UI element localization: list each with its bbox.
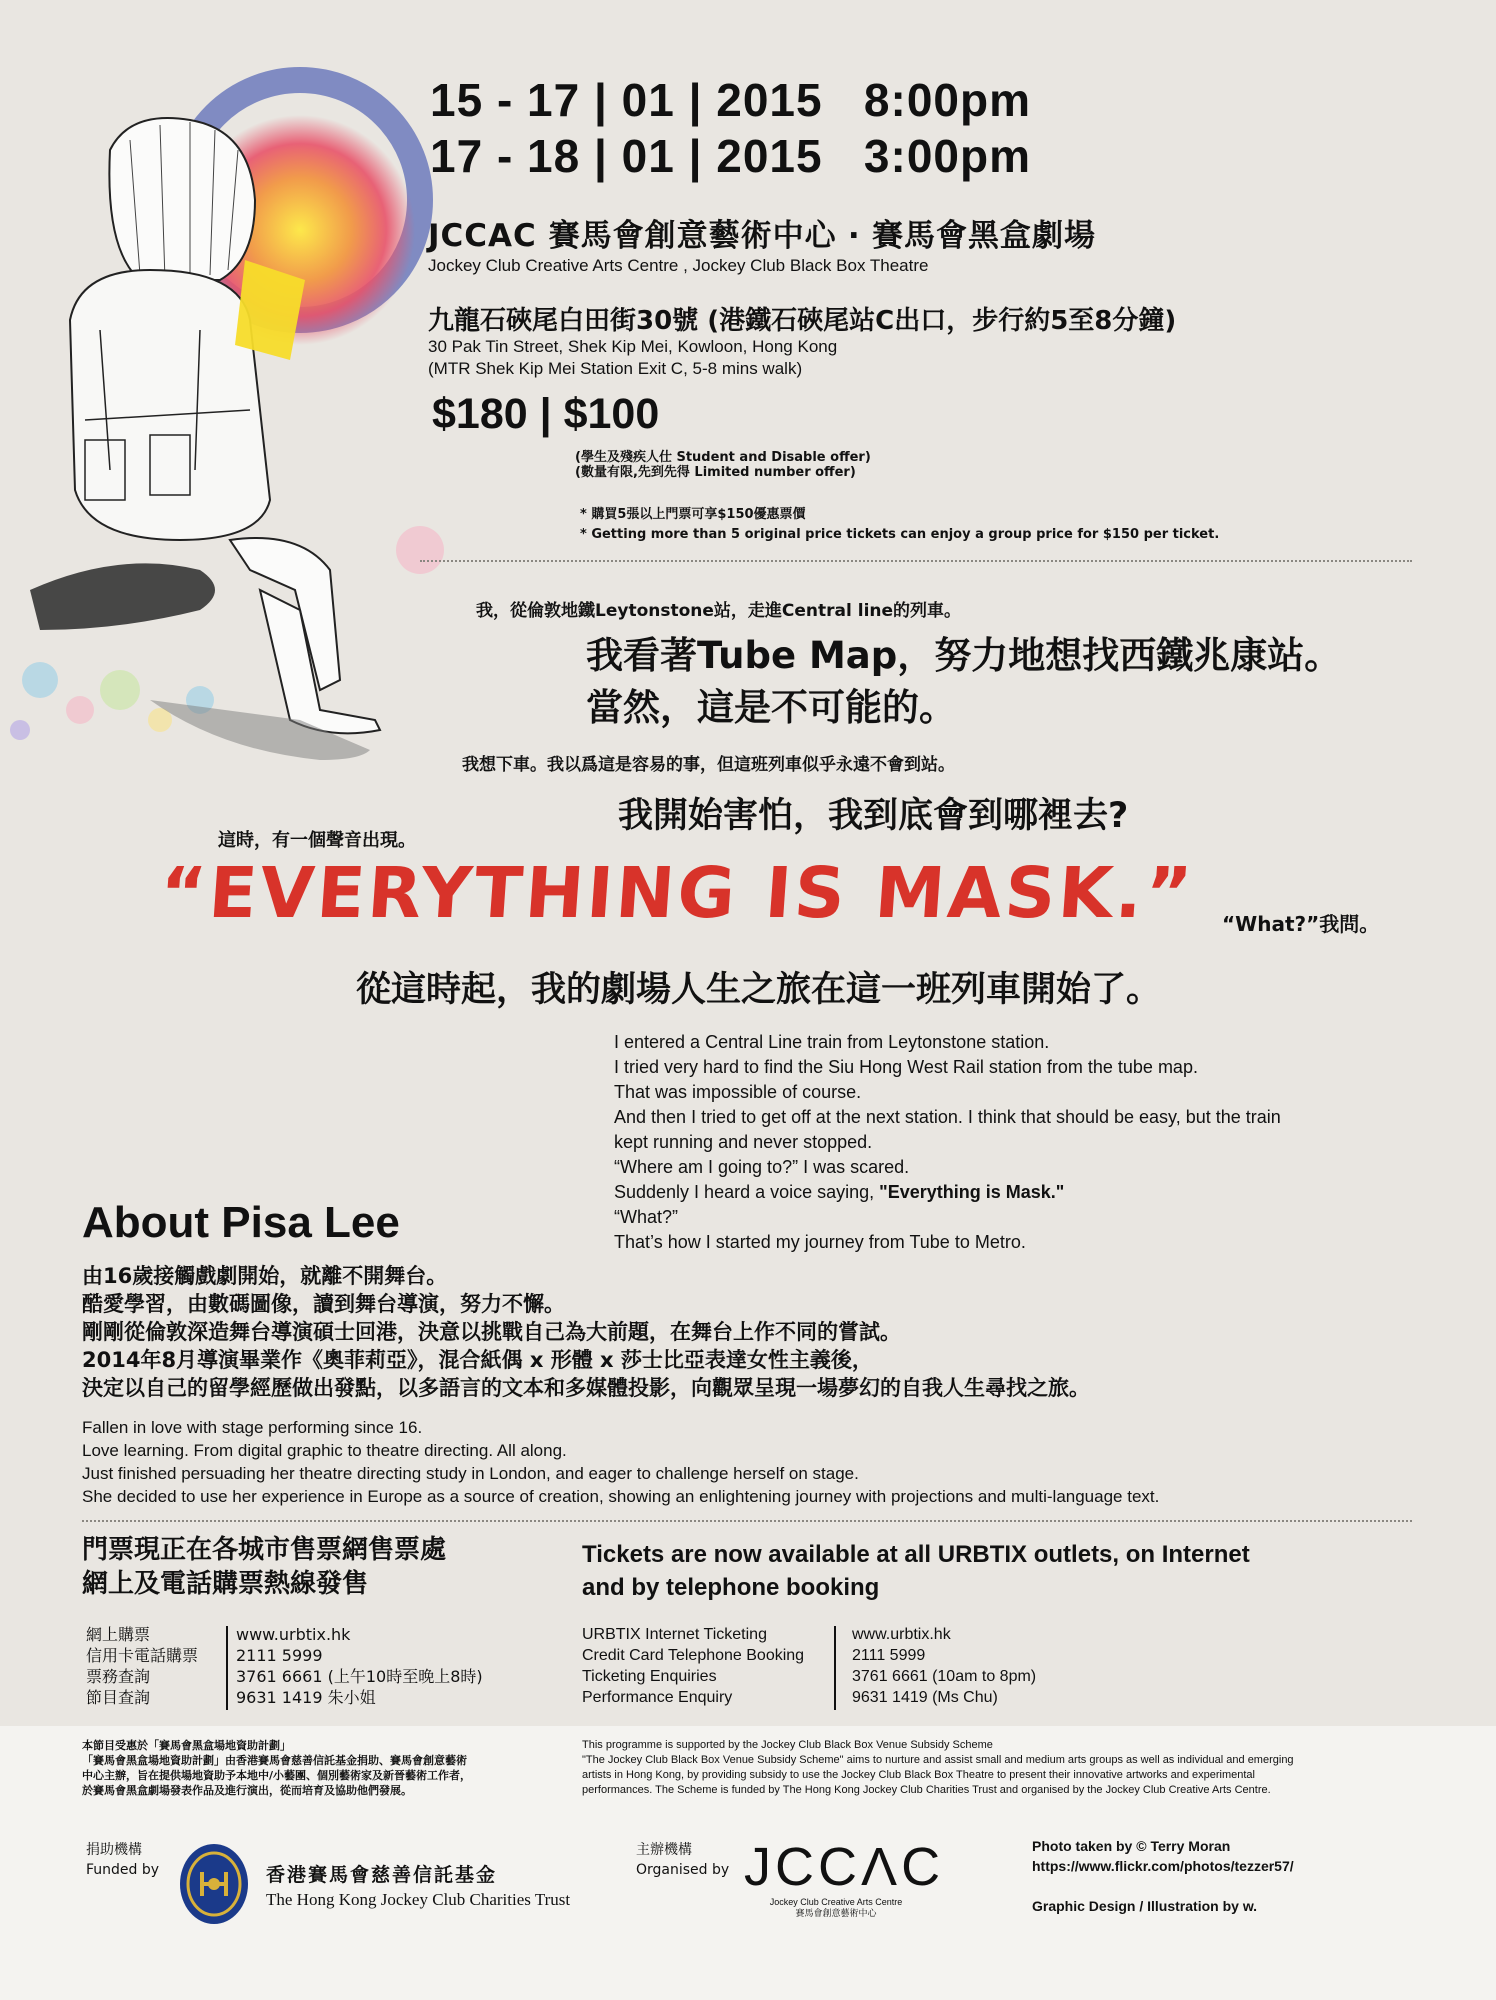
tickets-zh-2: 網上及電話購票熱線發售 (82, 1569, 369, 1599)
story-en-voice-prefix: Suddenly I heard a voice saying, (614, 1182, 880, 1202)
value-credit-phone-en: 2111 5999 (852, 1647, 926, 1664)
story-line-7: 從這時起，我的劇場人生之旅在這一班列車開始了。 (356, 970, 1162, 1010)
photo-credit: Photo taken by © Terry Moran (1032, 1838, 1231, 1854)
story-en-2: I tried very hard to find the Siu Hong West Rail station from the tube map. (614, 1057, 1198, 1077)
about-en-2: Love learning. From digital graphic to theatre directing. All along. (82, 1441, 567, 1460)
story-line-3: 當然，這是不可能的。 (586, 686, 956, 729)
label-credit-card-en: Credit Card Telephone Booking (582, 1647, 805, 1664)
about-zh-5: 決定以自己的留學經歷做出發點，以多語言的文本和多媒體投影，向觀眾呈現一場夢幻的自我人生尋找之旅。 (82, 1376, 1090, 1400)
girl-illustration (0, 30, 460, 770)
footer-zh-note-3: 中心主辦，旨在提供場地資助予本地中/小藝團、個別藝術家及新晉藝術工作者， (82, 1769, 472, 1782)
story-en-5: kept running and never stopped. (614, 1132, 873, 1152)
label-credit-card: 信用卡電話購票 (86, 1646, 199, 1665)
label-online-en: URBTIX Internet Ticketing (582, 1626, 767, 1643)
table-divider-zh (226, 1626, 228, 1710)
address-en-1: 30 Pak Tin Street, Shek Kip Mei, Kowloon, Hong Kong (428, 337, 838, 356)
footer-zh-note-2: 「賽馬會黑盒場地資助計劃」由香港賽馬會慈善信託基金捐助、賽馬會創意藝術 (82, 1754, 467, 1767)
about-heading: About Pisa Lee (82, 1198, 400, 1247)
tickets-en-1: Tickets are now available at all URBTIX outlets, on Internet (582, 1541, 1250, 1568)
footer-zh-note-4: 於賽馬會黑盒劇場發表作品及進行演出，從而培育及協助他們發展。 (82, 1784, 412, 1797)
tickets-zh-values (236, 1624, 483, 1708)
tickets-en-2: and by telephone booking (582, 1574, 880, 1601)
story-en-8: “What?” (614, 1207, 679, 1227)
story-en-6: “Where am I going to?” I was scared. (614, 1157, 910, 1177)
date-line-2: 17 - 18 | 01 | 2015 3:00pm (430, 130, 1031, 182)
divider-1 (420, 560, 1412, 562)
story-line-6: 這時，有一個聲音出現。 (218, 830, 416, 851)
what-i-asked: “What?”我問。 (1222, 912, 1380, 936)
about-zh-1: 由16歲接觸戲劇開始，就離不開舞台。 (82, 1264, 448, 1288)
group-offer-zh: * 購買5張以上門票可享$150優惠票價 (580, 507, 806, 522)
trust-name-zh: 香港賽馬會慈善信託基金 (266, 1864, 498, 1886)
jccac-logo: JCCΛC (744, 1837, 945, 1897)
about-en-3: Just finished persuading her theatre directing study in London, and eager to challenge herself on stage. (82, 1464, 859, 1483)
about-en-1: Fallen in love with stage performing since 16. (82, 1418, 423, 1437)
story-en-1: I entered a Central Line train from Leytonstone station. (614, 1032, 1050, 1052)
photo-url[interactable]: https://www.flickr.com/photos/tezzer57/ (1032, 1858, 1294, 1874)
value-performance-phone: 9631 1419 朱小姐 (236, 1688, 376, 1707)
value-ticket-phone-en: 3761 6661 (10am to 8pm) (852, 1668, 1037, 1685)
value-url-en[interactable]: www.urbtix.hk (852, 1626, 951, 1643)
footer-en-note-1: This programme is supported by the Jockey Club Black Box Venue Subsidy Scheme (582, 1739, 993, 1751)
price-note-1: (學生及殘疾人仕 Student and Disable offer) (575, 450, 871, 465)
about-en-4: She decided to use her experience in Europe as a source of creation, showing an enlightening journey with projections and multi-language text. (82, 1487, 1160, 1506)
venue-en: Jockey Club Creative Arts Centre , Jockey Club Black Box Theatre (428, 256, 929, 275)
value-url[interactable]: www.urbtix.hk (236, 1625, 351, 1644)
hkjc-logo-icon (178, 1842, 250, 1926)
organised-by-en: Organised by (636, 1862, 730, 1878)
value-performance-phone-en: 9631 1419 (Ms Chu) (852, 1689, 998, 1706)
label-online: 網上購票 (86, 1625, 151, 1644)
venue-zh: JCCAC 賽馬會創意藝術中心 ‧ 賽馬會黑盒劇場 (428, 218, 1096, 254)
tickets-en-labels (582, 1624, 804, 1708)
trust-name-en: The Hong Kong Jockey Club Charities Trust (266, 1890, 571, 1909)
group-offer-en: * Getting more than 5 original price tickets can enjoy a group price for $150 per ticket. (580, 527, 1220, 542)
story-en-7 (614, 1180, 1281, 1205)
tickets-en-values (852, 1624, 1036, 1708)
tickets-zh-labels (86, 1624, 226, 1708)
address-zh: 九龍石硤尾白田街30號 (港鐵石硤尾站C出口，步行約5至8分鐘) (428, 306, 1177, 336)
funded-by-en: Funded by (86, 1862, 160, 1878)
about-zh-4: 2014年8月導演畢業作《奧菲莉亞》，混合紙偶 x 形體 x 莎士比亞表達女性主義後， (82, 1348, 873, 1372)
label-performance-enquiry: 節目查詢 (86, 1688, 151, 1707)
about-zh-3: 剛剛從倫敦深造舞台導演碩士回港，決意以挑戰自己為大前題，在舞台上作不同的嘗試。 (82, 1320, 901, 1344)
about-zh-2: 酷愛學習，由數碼圖像，讀到舞台導演，努力不懈。 (82, 1292, 565, 1316)
label-ticket-enquiry: 票務查詢 (86, 1667, 151, 1686)
date-line-1: 15 - 17 | 01 | 2015 8:00pm (430, 74, 1031, 126)
everything-is-mask-title: “EVERYTHING IS MASK.” (157, 852, 1198, 934)
story-en-9: That’s how I started my journey from Tube to Metro. (614, 1232, 1026, 1252)
footer-zh-note-1: 本節目受惠於「賽馬會黑盒場地資助計劃」 (82, 1739, 291, 1752)
jccac-sub-en: Jockey Club Creative Arts Centre (769, 1897, 903, 1907)
label-performance-enquiry-en: Performance Enquiry (582, 1689, 733, 1706)
story-line-2: 我看著Tube Map，努力地想找西鐵兆康站。 (586, 634, 1342, 677)
price-main: $180 | $100 (432, 390, 660, 438)
story-en-3: That was impossible of course. (614, 1082, 862, 1102)
table-divider-en (834, 1626, 836, 1710)
organised-by-zh: 主辦機構 (636, 1842, 692, 1858)
story-en-voice-bold: "Everything is Mask." (879, 1182, 1065, 1202)
footer-en-note-3: artists in Hong Kong, by providing subsidy to use the Jockey Club Black Box Theatre to present their innovative artworks and experimental (582, 1769, 1255, 1781)
story-line-4: 我想下車。我以爲這是容易的事，但這班列車似乎永遠不會到站。 (462, 755, 955, 775)
footer-en-note-4: performances. The Scheme is funded by The Hong Kong Jockey Club Charities Trust and organised by the Jockey Club Creative Arts Centre. (582, 1784, 1271, 1796)
story-line-5: 我開始害怕，我到底會到哪裡去? (618, 796, 1129, 836)
tickets-zh-1: 門票現正在各城市售票網售票處 (82, 1535, 447, 1565)
value-ticket-phone: 3761 6661 (上午10時至晚上8時) (236, 1667, 483, 1686)
address-en-2: (MTR Shek Kip Mei Station Exit C, 5-8 mins walk) (428, 359, 803, 378)
value-credit-phone: 2111 5999 (236, 1646, 323, 1665)
divider-2 (82, 1520, 1412, 1522)
price-note-2: (數量有限,先到先得 Limited number offer) (575, 465, 856, 480)
label-ticket-enquiry-en: Ticketing Enquiries (582, 1668, 717, 1685)
design-credit: Graphic Design / Illustration by w. (1032, 1898, 1258, 1914)
story-en-4: And then I tried to get off at the next station. I think that should be easy, but the train (614, 1107, 1281, 1127)
footer-en-note-2: "The Jockey Club Black Box Venue Subsidy Scheme" aims to nurture and assist small and medium arts groups as well as individual and emerging (582, 1754, 1294, 1766)
jccac-sub-zh: 賽馬會創意藝術中心 (795, 1909, 877, 1919)
story-line-1: 我，從倫敦地鐵Leytonstone站，走進Central line的列車。 (476, 601, 962, 621)
funded-by-zh: 捐助機構 (86, 1842, 142, 1858)
